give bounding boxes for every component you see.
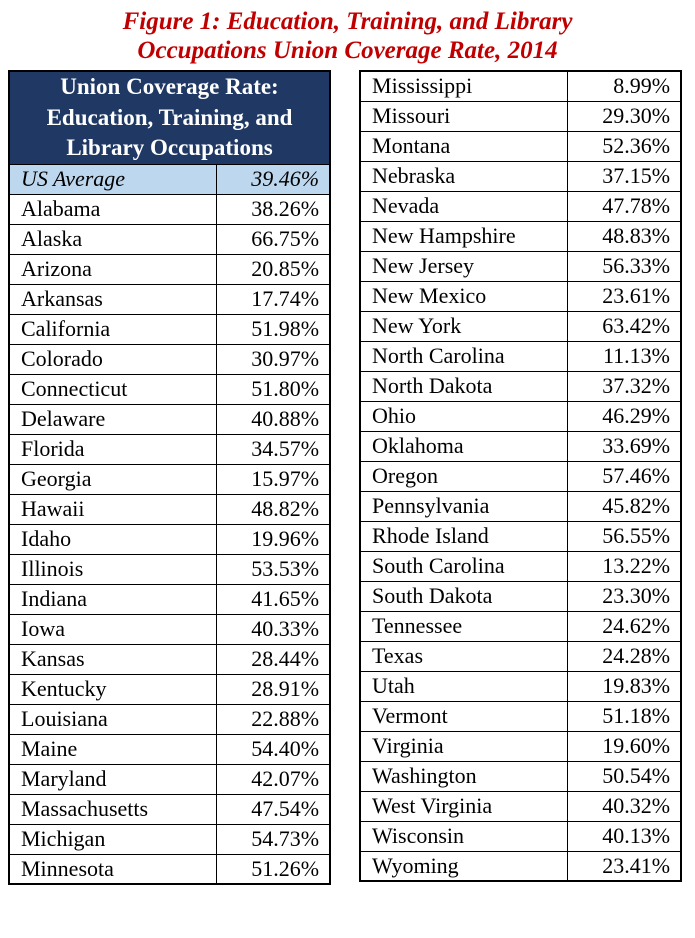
- state-row: [9, 734, 330, 764]
- state-value-cell: 11.13%: [567, 341, 681, 371]
- state-name-cell: Illinois: [9, 554, 216, 584]
- state-row: [9, 374, 330, 404]
- state-value-cell: 37.15%: [567, 161, 681, 191]
- state-name-cell: Vermont: [360, 701, 567, 731]
- state-name-cell: Arizona: [9, 254, 216, 284]
- state-value-cell: 40.13%: [567, 821, 681, 851]
- state-value-cell: 37.32%: [567, 371, 681, 401]
- state-value-cell: 20.85%: [216, 254, 330, 284]
- state-row: [360, 191, 681, 221]
- state-row: [9, 344, 330, 374]
- state-value-cell: 56.55%: [567, 521, 681, 551]
- state-name-cell: Pennsylvania: [360, 491, 567, 521]
- state-row: [9, 494, 330, 524]
- state-value-cell: 40.32%: [567, 791, 681, 821]
- state-value-cell: 47.54%: [216, 794, 330, 824]
- state-name-cell: Florida: [9, 434, 216, 464]
- state-value-cell: 52.36%: [567, 131, 681, 161]
- state-row: [360, 821, 681, 851]
- state-row: [9, 794, 330, 824]
- state-value-cell: 22.88%: [216, 704, 330, 734]
- state-row: [9, 764, 330, 794]
- state-row: [360, 671, 681, 701]
- state-row: [9, 194, 330, 224]
- state-row: [360, 461, 681, 491]
- state-value-cell: 51.80%: [216, 374, 330, 404]
- left-table-header-line: Union Coverage Rate:: [60, 74, 279, 99]
- state-name-cell: North Carolina: [360, 341, 567, 371]
- state-name-cell: Minnesota: [9, 854, 216, 884]
- state-row: [9, 404, 330, 434]
- state-value-cell: 46.29%: [567, 401, 681, 431]
- state-name-cell: Louisiana: [9, 704, 216, 734]
- state-name-cell: West Virginia: [360, 791, 567, 821]
- state-name-cell: Oklahoma: [360, 431, 567, 461]
- state-row: [360, 371, 681, 401]
- state-row: [9, 644, 330, 674]
- state-name-cell: Texas: [360, 641, 567, 671]
- state-value-cell: 19.60%: [567, 731, 681, 761]
- figure-title: [0, 0, 695, 65]
- state-name-cell: Idaho: [9, 524, 216, 554]
- left-table-header: [9, 71, 330, 164]
- state-value-cell: 53.53%: [216, 554, 330, 584]
- state-value-cell: 48.83%: [567, 221, 681, 251]
- state-value-cell: 17.74%: [216, 284, 330, 314]
- state-row: [360, 701, 681, 731]
- state-value-cell: 34.57%: [216, 434, 330, 464]
- figure-title-line2: Occupations Union Coverage Rate, 2014: [137, 37, 558, 64]
- state-row: [360, 581, 681, 611]
- state-row: [360, 641, 681, 671]
- state-value-cell: 40.88%: [216, 404, 330, 434]
- state-name-cell: California: [9, 314, 216, 344]
- state-name-cell: Washington: [360, 761, 567, 791]
- state-name-cell: Connecticut: [9, 374, 216, 404]
- state-row: [360, 551, 681, 581]
- state-name-cell: Wyoming: [360, 851, 567, 881]
- state-row: [360, 311, 681, 341]
- state-value-cell: 47.78%: [567, 191, 681, 221]
- state-row: [360, 731, 681, 761]
- state-name-cell: New York: [360, 311, 567, 341]
- state-value-cell: 23.30%: [567, 581, 681, 611]
- state-name-cell: Rhode Island: [360, 521, 567, 551]
- state-name-cell: Utah: [360, 671, 567, 701]
- state-row: [360, 851, 681, 881]
- state-row: [9, 704, 330, 734]
- state-value-cell: 23.61%: [567, 281, 681, 311]
- state-name-cell: Indiana: [9, 584, 216, 614]
- state-value-cell: 42.07%: [216, 764, 330, 794]
- state-value-cell: 66.75%: [216, 224, 330, 254]
- state-name-cell: Kentucky: [9, 674, 216, 704]
- state-row: [360, 761, 681, 791]
- state-value-cell: 13.22%: [567, 551, 681, 581]
- state-value-cell: 51.26%: [216, 854, 330, 884]
- state-row: [360, 611, 681, 641]
- state-name-cell: Maryland: [9, 764, 216, 794]
- state-name-cell: Kansas: [9, 644, 216, 674]
- state-row: [9, 584, 330, 614]
- state-value-cell: 41.65%: [216, 584, 330, 614]
- state-row: [9, 674, 330, 704]
- state-name-cell: Nevada: [360, 191, 567, 221]
- state-name-cell: Nebraska: [360, 161, 567, 191]
- state-name-cell: Iowa: [9, 614, 216, 644]
- state-row: [360, 131, 681, 161]
- state-row: [9, 824, 330, 854]
- state-row: [360, 161, 681, 191]
- state-value-cell: 30.97%: [216, 344, 330, 374]
- state-value-cell: 8.99%: [567, 71, 681, 101]
- state-row: [9, 284, 330, 314]
- state-row: [9, 434, 330, 464]
- state-name-cell: Oregon: [360, 461, 567, 491]
- state-value-cell: 54.73%: [216, 824, 330, 854]
- state-value-cell: 24.62%: [567, 611, 681, 641]
- state-name-cell: Massachusetts: [9, 794, 216, 824]
- state-name-cell: North Dakota: [360, 371, 567, 401]
- state-value-cell: 54.40%: [216, 734, 330, 764]
- state-name-cell: South Dakota: [360, 581, 567, 611]
- state-value-cell: 45.82%: [567, 491, 681, 521]
- state-value-cell: 51.98%: [216, 314, 330, 344]
- state-row: [9, 314, 330, 344]
- state-name-cell: Michigan: [9, 824, 216, 854]
- state-value-cell: 28.44%: [216, 644, 330, 674]
- state-name-cell: New Hampshire: [360, 221, 567, 251]
- state-name-cell: Arkansas: [9, 284, 216, 314]
- state-value-cell: 51.18%: [567, 701, 681, 731]
- state-name-cell: Hawaii: [9, 494, 216, 524]
- right-table: [359, 70, 682, 882]
- state-value-cell: 63.42%: [567, 311, 681, 341]
- state-name-cell: New Mexico: [360, 281, 567, 311]
- state-name-cell: Montana: [360, 131, 567, 161]
- state-row: [9, 854, 330, 884]
- state-row: [9, 524, 330, 554]
- state-value-cell: 48.82%: [216, 494, 330, 524]
- state-value-cell: 40.33%: [216, 614, 330, 644]
- left-table-header-row: [9, 71, 330, 164]
- state-name-cell: South Carolina: [360, 551, 567, 581]
- state-row: [9, 614, 330, 644]
- state-name-cell: Colorado: [9, 344, 216, 374]
- state-value-cell: 24.28%: [567, 641, 681, 671]
- state-row: [360, 431, 681, 461]
- state-name-cell: Maine: [9, 734, 216, 764]
- state-value-cell: 29.30%: [567, 101, 681, 131]
- state-row: [9, 464, 330, 494]
- state-name-cell: Ohio: [360, 401, 567, 431]
- state-row: [360, 71, 681, 101]
- tables-container: [0, 70, 695, 885]
- state-name-cell: Alaska: [9, 224, 216, 254]
- state-name-cell: Alabama: [9, 194, 216, 224]
- state-name-cell: New Jersey: [360, 251, 567, 281]
- state-row: [360, 281, 681, 311]
- us-average-label: US Average: [9, 164, 216, 194]
- state-row: [360, 101, 681, 131]
- state-value-cell: 19.83%: [567, 671, 681, 701]
- state-name-cell: Georgia: [9, 464, 216, 494]
- left-table-header-line: Library Occupations: [66, 135, 273, 160]
- state-row: [360, 221, 681, 251]
- figure-title-line1: Figure 1: Education, Training, and Library: [122, 8, 573, 35]
- state-value-cell: 50.54%: [567, 761, 681, 791]
- state-row: [360, 401, 681, 431]
- state-row: [9, 254, 330, 284]
- state-value-cell: 19.96%: [216, 524, 330, 554]
- state-row: [9, 554, 330, 584]
- state-name-cell: Tennessee: [360, 611, 567, 641]
- state-row: [360, 791, 681, 821]
- state-name-cell: Mississippi: [360, 71, 567, 101]
- state-value-cell: 56.33%: [567, 251, 681, 281]
- left-table: [8, 70, 331, 885]
- state-name-cell: Wisconsin: [360, 821, 567, 851]
- state-row: [9, 224, 330, 254]
- state-row: [360, 521, 681, 551]
- state-value-cell: 23.41%: [567, 851, 681, 881]
- state-name-cell: Delaware: [9, 404, 216, 434]
- us-average-value: 39.46%: [216, 164, 330, 194]
- state-value-cell: 57.46%: [567, 461, 681, 491]
- state-value-cell: 28.91%: [216, 674, 330, 704]
- state-row: [360, 341, 681, 371]
- us-average-row: [9, 164, 330, 194]
- state-name-cell: Missouri: [360, 101, 567, 131]
- state-row: [360, 251, 681, 281]
- state-value-cell: 15.97%: [216, 464, 330, 494]
- state-value-cell: 38.26%: [216, 194, 330, 224]
- state-value-cell: 33.69%: [567, 431, 681, 461]
- left-table-header-line: Education, Training, and: [46, 104, 293, 130]
- state-name-cell: Virginia: [360, 731, 567, 761]
- state-row: [360, 491, 681, 521]
